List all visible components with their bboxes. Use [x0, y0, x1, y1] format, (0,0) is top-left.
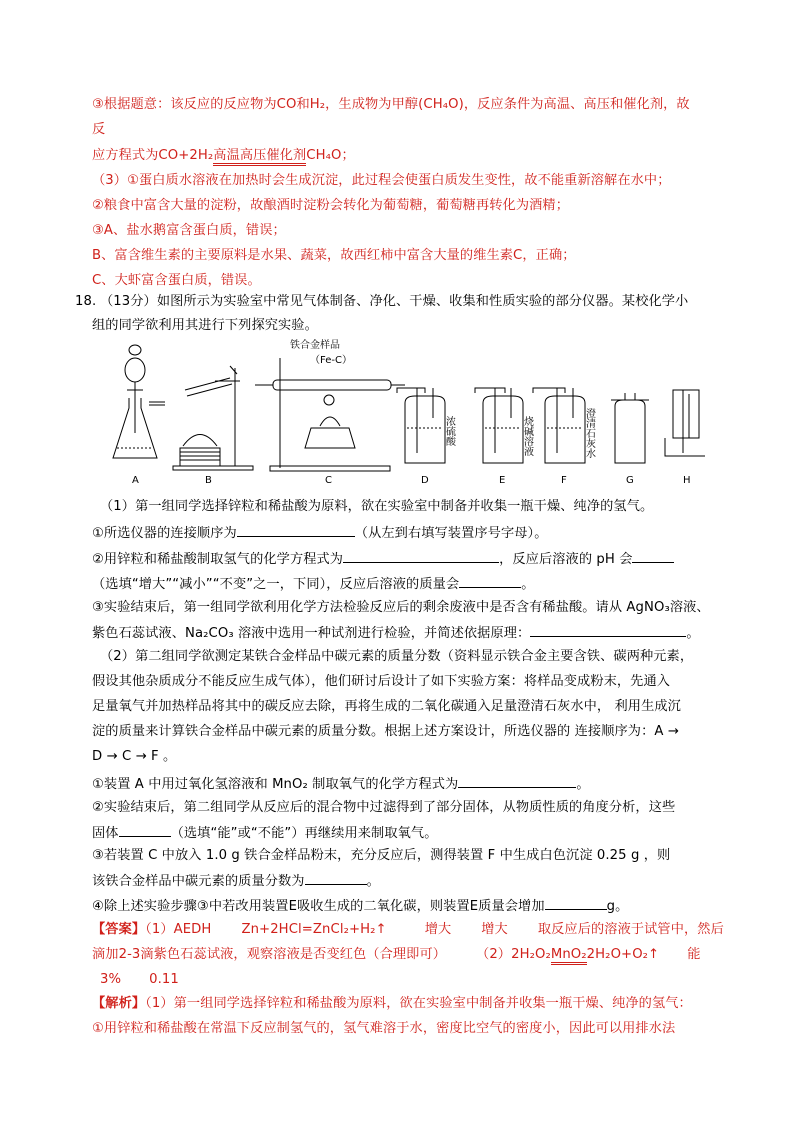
q1-text: （从左到右填写装置序号字母）。: [354, 526, 548, 541]
answer-value: Zn+2HCl=ZnCl₂+H₂↑: [241, 922, 387, 937]
answer-blank[interactable]: [237, 522, 355, 537]
equation-reactants: 应方程式为CO+2H₂: [92, 148, 214, 163]
part1-q1: [92, 522, 548, 544]
q1-text: ①所选仪器的连接顺序为: [92, 526, 237, 541]
answer-blank[interactable]: [530, 622, 686, 637]
answer-value: （1）AEDH: [145, 922, 212, 937]
apparatus-letter: C: [325, 475, 332, 486]
answer-line: [92, 945, 701, 965]
answer-blank[interactable]: [119, 822, 171, 837]
apparatus-f: [533, 388, 585, 463]
sample-label: 铁合金样品: [290, 340, 340, 351]
apparatus-b: [173, 366, 253, 470]
analysis-text: （1）第一组同学选择锌粒和稀盐酸为原料，欲在实验室中制备并收集一瓶干燥、纯净的氢气：: [145, 996, 692, 1011]
reaction-condition: 高温高压催化剂: [213, 148, 306, 166]
part2-intro: （2）第二组同学欲测定某铁合金样品中碳元素的质量分数（资料显示铁合金主要含铁、碳两种元素，: [100, 649, 694, 664]
explanation-line: B、富含维生素的主要原料是水果、蔬菜，故西红柿中富含大量的维生素C，正确；: [92, 248, 576, 263]
equation-product: CH₄O；: [306, 148, 355, 163]
q2-text: （选填“增大”“减小”“不变”之一，下同），反应后溶液的质量会: [92, 577, 460, 592]
apparatus-a: [113, 345, 165, 458]
answer-value: 0.11: [149, 972, 179, 987]
answer-blank[interactable]: [545, 895, 607, 910]
part2-q3-cont: [92, 870, 380, 892]
part2-q3: ③若装置 C 中放入 1.0 g 铁合金样品粉末，充分反应后，测得装置 F 中生成白色沉淀 0.25 g ，则: [92, 848, 671, 863]
q-text: 该铁合金样品中碳元素的质量分数为: [92, 874, 305, 889]
sample-formula-label: （Fe-C）: [310, 355, 352, 366]
answer-line: [100, 970, 179, 990]
reagent-label-f: 澄清石灰水: [583, 408, 595, 458]
answer-value: 3%: [100, 972, 122, 987]
q2-text: ②用锌粒和稀盐酸制取氢气的化学方程式为: [92, 552, 344, 567]
apparatus-g: [611, 393, 649, 463]
answer-value: 2H₂O+O₂↑: [586, 947, 660, 962]
part2-intro: 足量氧气并加热样品将其中的碳反应去除，再将生成的二氧化碳通入足量澄清石灰水中， 利用生成沉: [92, 699, 681, 714]
answer-value: 能: [687, 947, 701, 962]
apparatus-figure: [105, 338, 705, 488]
part2-q2-cont: [92, 822, 437, 844]
explanation-line: ③根据题意：该反应的反应物为CO和H₂，生成物为甲醇(CH₄O)，反应条件为高温、高压和催化剂，故: [92, 97, 690, 112]
q-text: 固体: [92, 826, 119, 841]
part1-q2-cont: [92, 573, 534, 595]
explanation-line: （3）①蛋白质水溶液在加热时会生成沉淀，此过程会使蛋白质发生变性，故不能重新溶解在水中；: [92, 173, 671, 188]
answer-value: （2）2H₂O₂: [476, 947, 551, 962]
answer-line: [92, 920, 724, 940]
part2-intro: D → C → F 。: [92, 749, 177, 764]
answer-value: 增大: [481, 922, 508, 937]
q-text: g。: [606, 899, 629, 914]
part2-intro: 假设其他杂质成分不能反应生成气体），他们研讨后设计了如下实验方案：将样品变成粉末，先通入: [92, 674, 671, 689]
part1-q3-cont: [92, 622, 700, 644]
apparatus-h: [665, 390, 705, 456]
apparatus-letter: F: [561, 475, 567, 486]
q3-text: 紫色石蕊试液、Na₂CO₃ 溶液中选用一种试剂进行检验，并简述依据原理：: [92, 626, 531, 641]
apparatus-letter: E: [499, 475, 506, 486]
answer-blank[interactable]: [305, 870, 367, 885]
apparatus-e: [475, 388, 523, 463]
apparatus-c: [255, 358, 405, 471]
analysis-tag: 【解析】: [92, 996, 146, 1011]
part2-q4: [92, 895, 628, 917]
answer-tag: 【答案】: [92, 922, 146, 937]
apparatus-letter: H: [683, 475, 691, 486]
explanation-line: ③A、盐水鹅富含蛋白质，错误；: [92, 223, 286, 238]
explanation-line: 反: [92, 122, 106, 137]
part2-q1: [92, 773, 590, 795]
analysis-line: ①用锌粒和稀盐酸在常温下反应制氢气的，氢气难溶于水，密度比空气的密度小，因此可以用排水法: [92, 1021, 676, 1036]
apparatus-letter: G: [626, 475, 634, 486]
part2-intro: 淀的质量来计算铁合金样品中碳元素的质量分数。根据上述方案设计，所选仪器的 连接顺序为：A →: [92, 724, 679, 739]
apparatus-letter: A: [132, 475, 139, 486]
q-text: 。: [576, 777, 590, 792]
question-intro: 组的同学欲利用其进行下列探究实验。: [92, 318, 318, 333]
q3-text: 。: [686, 626, 700, 641]
q-text: 。: [366, 874, 380, 889]
explanation-line: ②粮食中富含大量的淀粉，故酿酒时淀粉会转化为葡萄糖，葡萄糖再转化为酒精；: [92, 198, 569, 213]
q-text: （选填“能”或“不能”）再继续用来制取氧气。: [170, 826, 438, 841]
apparatus-letter: D: [421, 475, 429, 486]
apparatus-letter: B: [205, 475, 212, 486]
apparatus-d: [397, 388, 445, 463]
catalyst-condition: MnO₂: [551, 947, 587, 965]
answer-blank[interactable]: [459, 573, 521, 588]
question-intro: （13分）如图所示为实验室中常见气体制备、净化、干燥、收集和性质实验的部分仪器。某校化学小: [100, 294, 689, 309]
q-text: ①装置 A 中用过氧化氢溶液和 MnO₂ 制取氧气的化学方程式为: [92, 777, 459, 792]
part1-intro: （1）第一组同学选择锌粒和稀盐酸为原料，欲在实验室中制备并收集一瓶干燥、纯净的氢气。: [100, 499, 654, 514]
question-number: 18.: [75, 294, 97, 309]
part1-q3: ③实验结束后，第一组同学欲利用化学方法检验反应后的剩余废液中是否含有稀盐酸。请从 AgNO₃溶液、: [92, 600, 710, 615]
part2-q2: ②实验结束后，第二组同学从反应后的混合物中过滤得到了部分固体，从物质性质的角度分析，这些: [92, 800, 676, 815]
answer-blank[interactable]: [632, 548, 674, 563]
q2-text: ，反应后溶液的 pH 会: [499, 552, 633, 567]
answer-value: 滴加2-3滴紫色石蕊试液，观察溶液是否变红色（合理即可）: [92, 947, 447, 962]
reagent-label-e: 烧碱溶液: [521, 416, 533, 456]
q-text: ④除上述实验步骤③中若改用装置E吸收生成的二氧化碳，则装置E质量会增加: [92, 899, 545, 914]
answer-blank[interactable]: [343, 548, 499, 563]
part1-q2: [92, 548, 674, 570]
answer-value: 增大: [424, 922, 452, 937]
analysis-line: [92, 994, 692, 1014]
reagent-label-d: 浓硫酸: [443, 416, 455, 446]
equation-line: [92, 146, 355, 166]
q2-text: 。: [521, 577, 535, 592]
answer-value: 取反应后的溶液于试管中，然后: [537, 922, 724, 937]
explanation-line: C、大虾富含蛋白质，错误。: [92, 273, 261, 288]
answer-blank[interactable]: [458, 773, 576, 788]
